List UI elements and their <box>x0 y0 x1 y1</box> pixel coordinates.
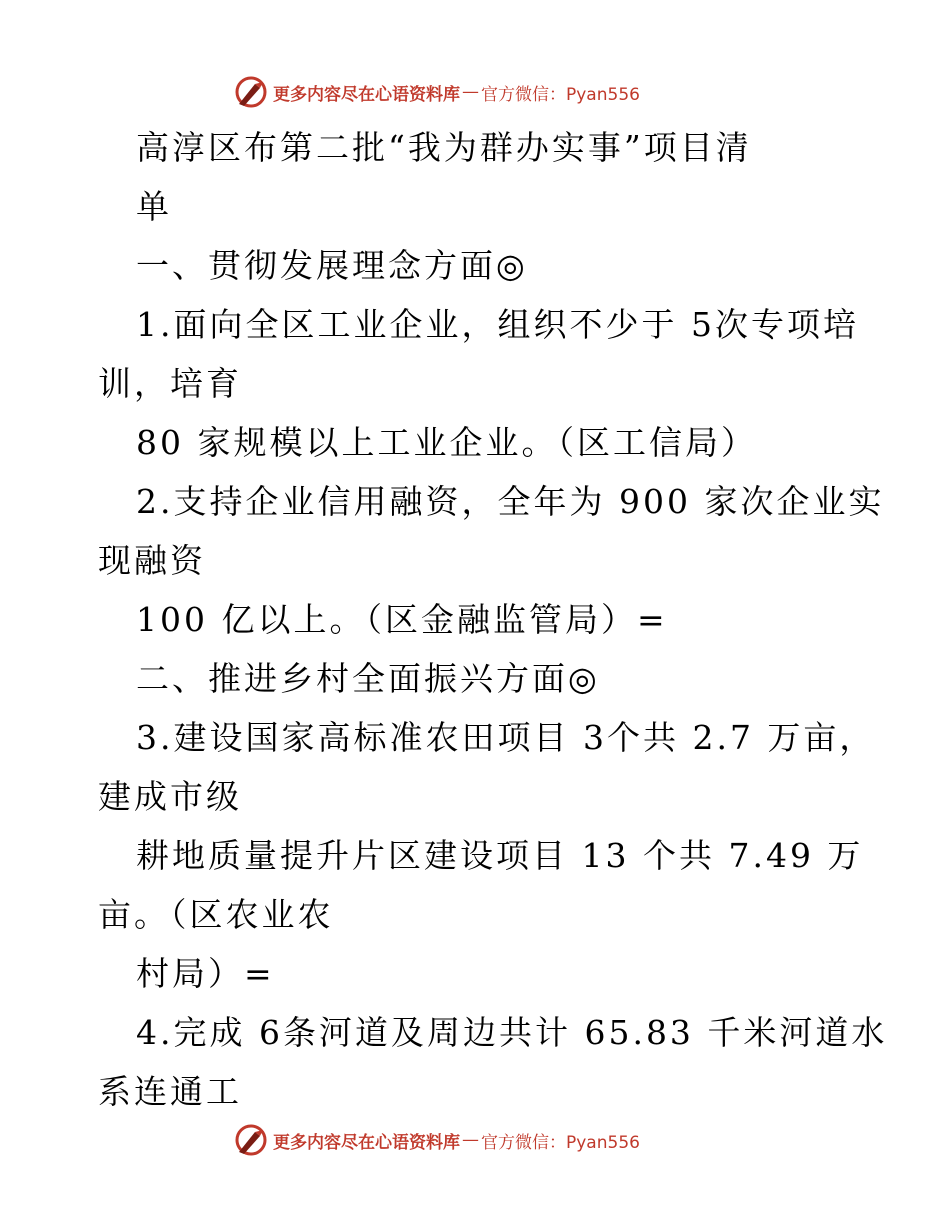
watermark-text: 更多内容尽在心语资料库 <box>273 84 460 105</box>
title-line-2: 单 <box>136 187 172 226</box>
paragraph-line: 耕地质量提升片区建设项目 13 个共 7.49 万 <box>136 836 864 875</box>
paragraph-line: 建成市级 <box>98 777 242 816</box>
section-heading-2: 二、推进乡村全面振兴方面◎ <box>136 659 600 698</box>
watermark-footer <box>233 1120 640 1160</box>
watermark-suffix: 官方微信：Pyan556 <box>481 84 640 105</box>
paragraph-line: 4.完成 6条河道及周边共计 65.83 千米河道水 <box>136 1013 888 1052</box>
paragraph-line: 100 亿以上。（区金融监管局）= <box>136 600 668 639</box>
paragraph-line: 3.建设国家高标准农田项目 3个共 2.7 万亩， <box>136 718 876 757</box>
watermark-dash: — <box>462 1130 479 1150</box>
title-line-1: 高淳区布第二批“我为群办实事”项目清 <box>136 128 752 167</box>
paragraph-line: 现融资 <box>98 541 206 580</box>
watermark-header <box>233 72 640 112</box>
paragraph-line: 村局）= <box>136 954 275 993</box>
pen-logo-icon <box>233 1122 269 1158</box>
watermark-dash: — <box>462 82 479 102</box>
paragraph-line: 亩。（区农业农 <box>98 895 334 934</box>
watermark-text: 更多内容尽在心语资料库 <box>273 1132 460 1153</box>
paragraph-line: 1.面向全区工业企业，组织不少于 5次专项培 <box>136 305 859 344</box>
pen-logo-icon <box>233 74 269 110</box>
paragraph-line: 2.支持企业信用融资，全年为 900 家次企业实 <box>136 482 885 521</box>
watermark-suffix: 官方微信：Pyan556 <box>481 1132 640 1153</box>
paragraph-line: 80 家规模以上工业企业。（区工信局） <box>136 423 757 462</box>
paragraph-line: 训，培育 <box>98 364 242 403</box>
paragraph-line: 系连通工 <box>98 1072 242 1111</box>
section-heading-1: 一、贯彻发展理念方面◎ <box>136 246 528 285</box>
